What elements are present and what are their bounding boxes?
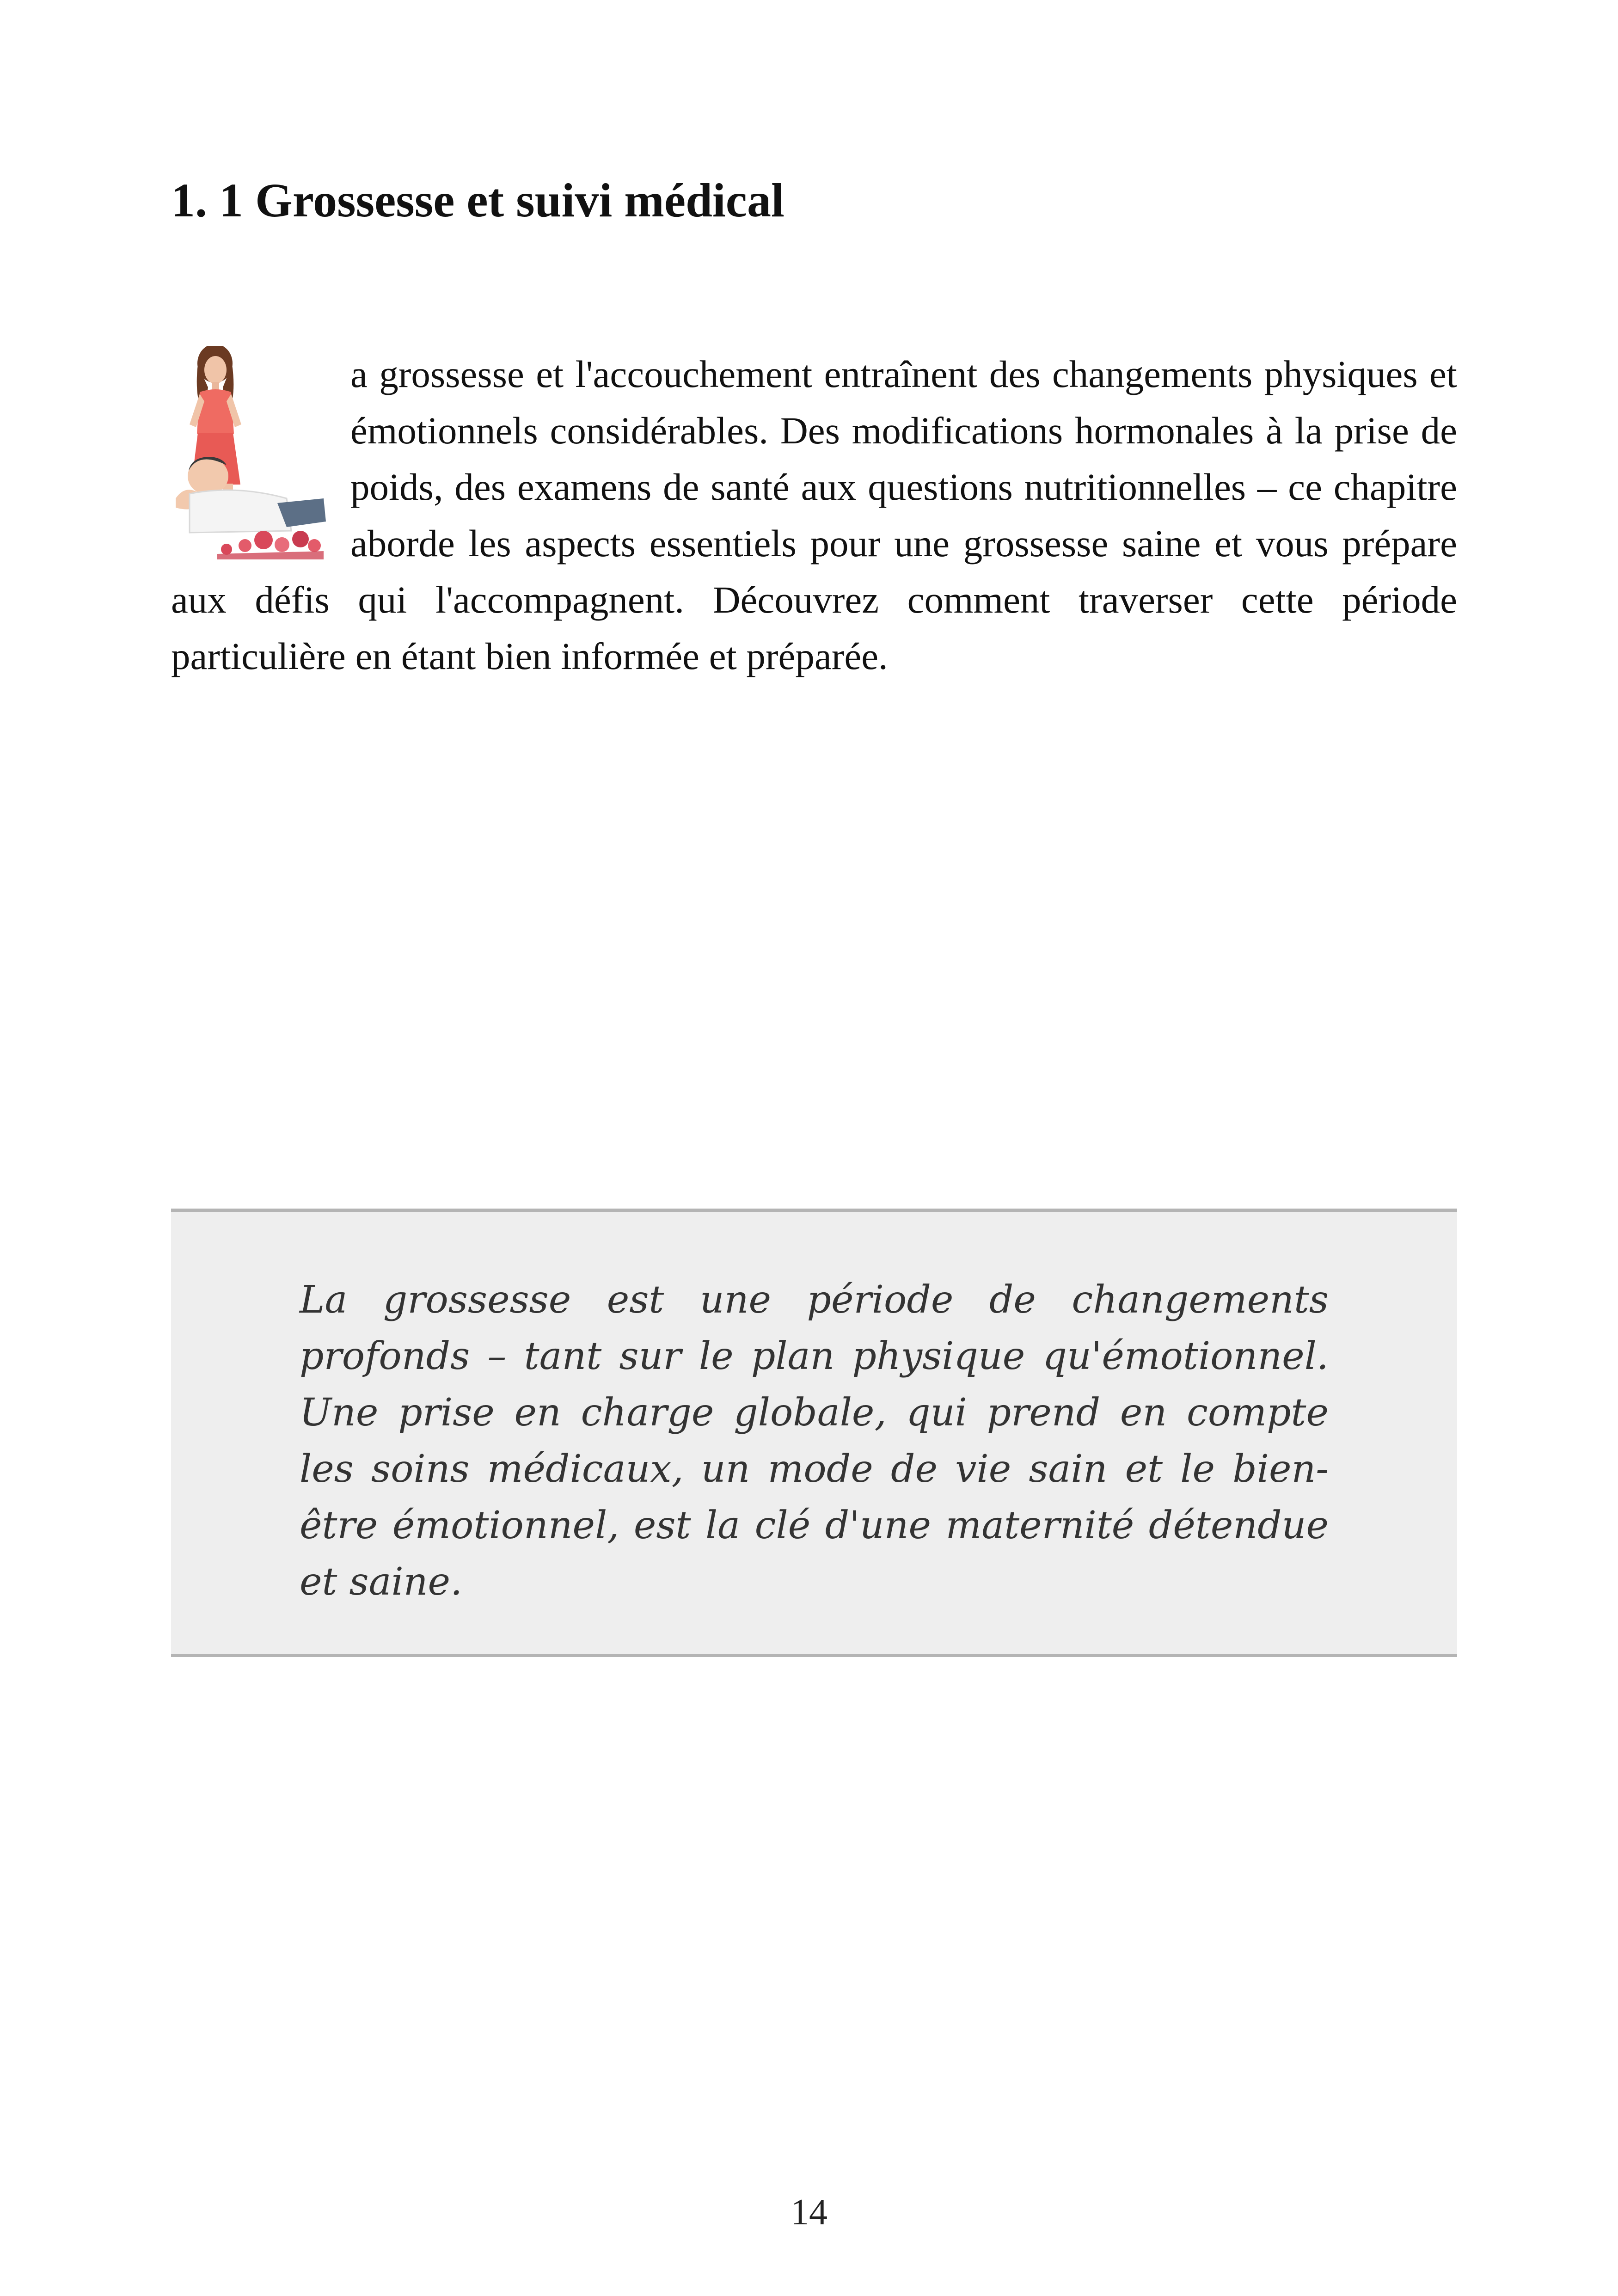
page-number: 14: [791, 2192, 827, 2233]
callout-text: La grossesse est une période de changements profonds – tant sur le plan physique qu'émotionnel. Une prise en charge globale, qui prend en compte les soins médicaux, un mode de vie sain et le bien-être émotionnel, est la clé d'une maternité détendue et saine.: [300, 1278, 1329, 1604]
family-photo-icon: [171, 346, 328, 563]
dropcap-image: [171, 346, 328, 563]
intro-text: a grossesse et l'accouchement entraînent des changements physiques et émotionnels considérables. Des modifications hormonales à la prise de poids, des examens de santé aux questions nutritionnelles – ce chapitre aborde les aspects essentiels pour une grossesse saine et vous prépare aux défis qui l'accompagnent. Découvrez comment traverser cette période particulière en étant bien informée et préparée.: [171, 353, 1457, 677]
intro-paragraph: [171, 346, 1457, 684]
callout-box: [171, 1209, 1457, 1657]
page-title: 1. 1 Grossesse et suivi médical: [171, 174, 784, 227]
